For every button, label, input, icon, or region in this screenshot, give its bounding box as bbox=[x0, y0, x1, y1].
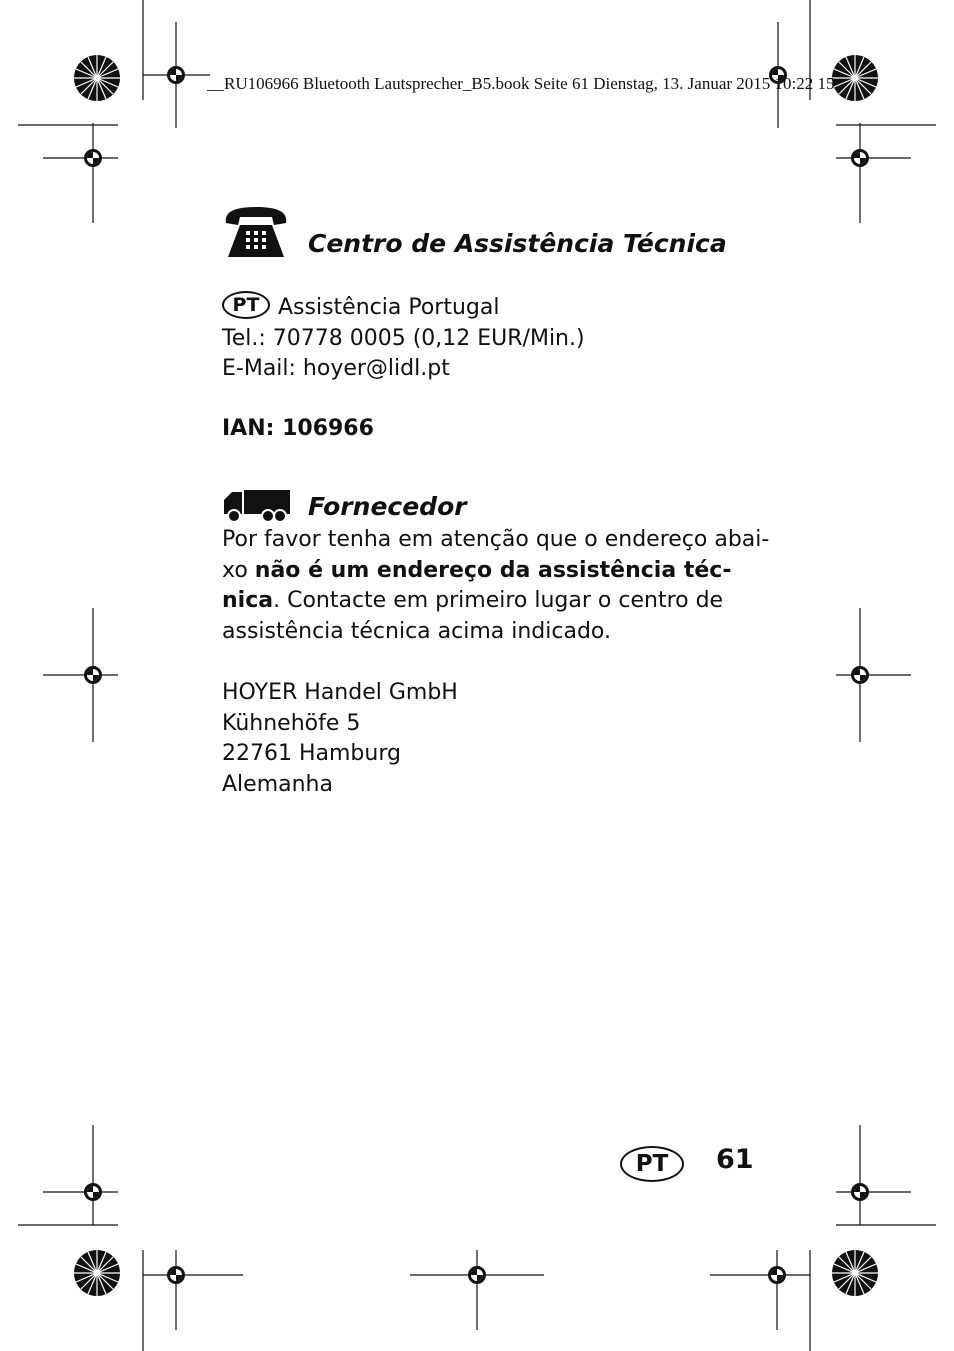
service-block bbox=[222, 293, 585, 385]
address-line: Alemanha bbox=[222, 771, 333, 797]
footer bbox=[620, 1146, 684, 1182]
page-number: 61 bbox=[716, 1144, 754, 1175]
para-bold: não é um endereço da assistência téc- bbox=[254, 557, 732, 583]
para-line-3 bbox=[222, 586, 769, 617]
supplier-title: Fornecedor bbox=[308, 492, 467, 521]
service-tel: Tel.: 70778 0005 (0,12 EUR/Min.) bbox=[222, 325, 585, 351]
telephone-icon bbox=[222, 205, 290, 259]
para-bold: nica bbox=[222, 588, 274, 613]
service-name: Assistência Portugal bbox=[278, 295, 500, 320]
supplier-address bbox=[222, 678, 458, 800]
supplier-paragraph bbox=[222, 525, 769, 647]
service-email: E-Mail: hoyer@lidl.pt bbox=[222, 356, 450, 381]
para-text: xo bbox=[222, 557, 255, 583]
para-text: . Contacte em primeiro lugar o centro de bbox=[273, 588, 724, 613]
para-line-1: Por favor tenha em atenção que o endereço abai- bbox=[222, 527, 770, 552]
address-line: 22761 Hamburg bbox=[222, 741, 401, 766]
para-line-2 bbox=[222, 556, 769, 587]
address-line: Kühnehöfe 5 bbox=[222, 710, 361, 736]
ian-number: IAN: 106966 bbox=[222, 416, 374, 441]
address-line: HOYER Handel GmbH bbox=[222, 680, 458, 705]
service-title: Centro de Assistência Técnica bbox=[308, 229, 727, 258]
truck-icon bbox=[222, 488, 292, 524]
service-name-line bbox=[222, 293, 585, 324]
print-slug: __RU106966 Bluetooth Lautsprecher_B5.book Seite 61 Dienstag, 13. Januar 2015 10:22 15 bbox=[207, 74, 835, 93]
country-badge: PT bbox=[222, 291, 270, 319]
footer-country-badge: PT bbox=[620, 1146, 684, 1182]
para-line-4: assistência técnica acima indicado. bbox=[222, 618, 611, 644]
